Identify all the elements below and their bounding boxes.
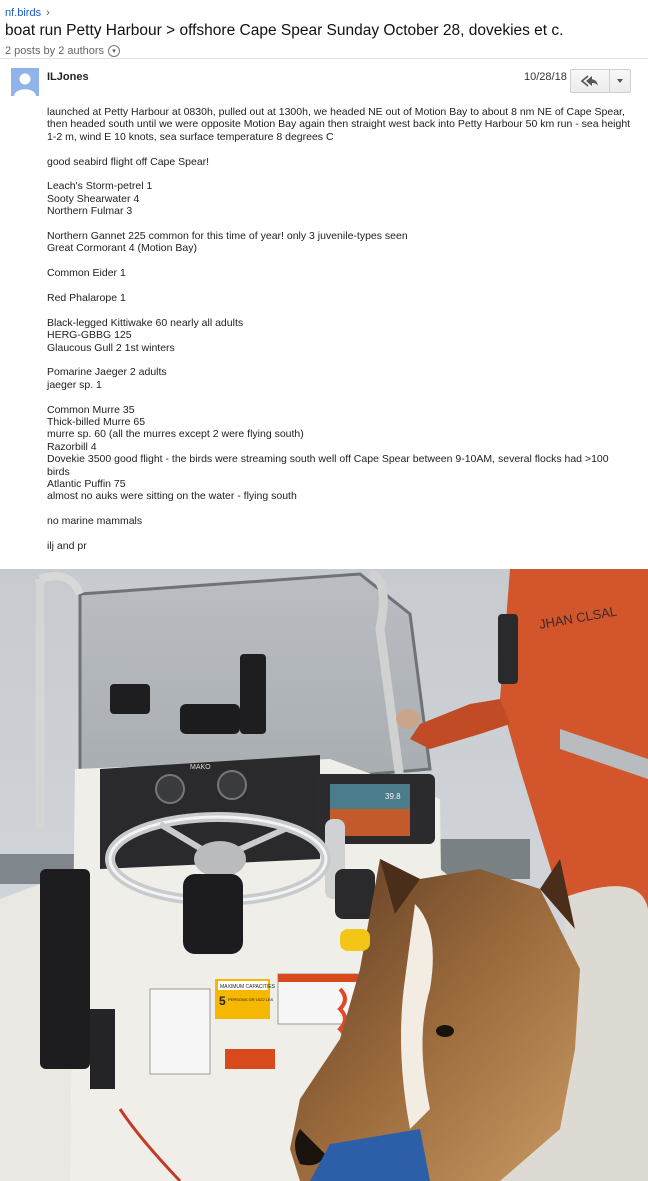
post-photo: [0, 569, 648, 1181]
post-date: 10/28/18: [524, 71, 567, 83]
post-body-line: good seabird flight off Cape Spear!: [47, 155, 210, 168]
user-silhouette-icon: [11, 68, 39, 96]
plotter-reading-text: 39.8: [385, 792, 401, 801]
thread-header: [5, 6, 645, 58]
paragraph-spacer: [47, 218, 632, 230]
post-author[interactable]: ILJones: [47, 71, 89, 83]
reply-all-button[interactable]: [570, 69, 610, 93]
jacket-text: JHAN CLSAL: [537, 603, 619, 632]
capacity-persons-count: 5: [219, 994, 226, 1008]
post-body-line: no marine mammals: [47, 515, 143, 528]
post-body-line: Atlantic Puffin 75: [47, 478, 126, 491]
capacity-persons-text: PERSONS OR 1022 LBS: [228, 997, 274, 1002]
post-body-line: Great Cormorant 4 (Motion Bay): [47, 242, 197, 255]
post-body-line: Thick-billed Murre 65: [47, 416, 146, 429]
thread-meta: [5, 44, 645, 58]
paragraph-spacer: [47, 528, 632, 540]
paragraph-spacer: [47, 354, 632, 366]
post-body-line: Razorbill 4: [47, 440, 97, 453]
post-body-line: jaeger sp. 1: [47, 378, 102, 391]
post-body-line: Glaucous Gull 2 1st winters: [47, 341, 175, 354]
paragraph-spacer: [47, 304, 632, 316]
post-body-line: HERG-GBBG 125: [47, 329, 132, 342]
paragraph-spacer: [47, 143, 632, 155]
expand-chevron-icon[interactable]: ▾: [108, 45, 120, 57]
post-body-line: Northern Fulmar 3: [47, 205, 133, 218]
more-options-button[interactable]: [610, 69, 631, 93]
dropdown-arrow-icon: [617, 79, 623, 83]
post-body-line: ilj and pr: [47, 540, 87, 553]
thread-post-count: 2 posts by 2 authors: [5, 45, 105, 57]
post-body-line: Dovekie 3500 good flight - the birds were streaming south well off Cape Spear between 9-10AM, several flocks had >100 birds: [47, 453, 609, 478]
thread-title: boat run Petty Harbour > offshore Cape Spear Sunday October 28, dovekies et c.: [5, 22, 564, 39]
paragraph-spacer: [47, 391, 632, 403]
post-body-line: Northern Gannet 225 common for this time of year! only 3 juvenile-types seen: [47, 230, 408, 243]
paragraph-spacer: [47, 280, 632, 292]
paragraph-spacer: [47, 503, 632, 515]
reply-all-icon: [581, 75, 599, 87]
avatar[interactable]: [11, 68, 39, 96]
post-body-line: Red Phalarope 1: [47, 292, 126, 305]
post-body-line: Black-legged Kittiwake 60 nearly all adults: [47, 316, 244, 329]
capacity-sticker-title: MAXIMUM CAPACITIES: [220, 984, 275, 990]
header-divider: [0, 58, 648, 59]
post-body-line: Common Eider 1: [47, 267, 126, 280]
post-body-line: Sooty Shearwater 4: [47, 192, 140, 205]
post-body-line: launched at Petty Harbour at 0830h, pulled out at 1300h, we headed NE out of Motion Bay to about 8 nm NE of Cape Spear, then headed south until we were opposite Motion Bay again then straight west back into Petty Harbour 50 km run - sea height 1-2 m, wind E 10 knots, sea surface temperature 8 degrees C: [47, 106, 631, 143]
breadcrumb-separator: ›: [46, 7, 50, 19]
console-brand-text: MAKO: [190, 764, 211, 771]
paragraph-spacer: [47, 168, 632, 180]
post-body: [47, 106, 632, 552]
paragraph-spacer: [47, 255, 632, 267]
post-body-line: murre sp. 60 (all the murres except 2 were flying south): [47, 428, 304, 441]
post-body-line: Pomarine Jaeger 2 adults: [47, 366, 167, 379]
post-body-line: Common Murre 35: [47, 403, 135, 416]
boat-console-dog-image: [0, 569, 648, 1181]
breadcrumb-group-link[interactable]: nf.birds: [5, 7, 42, 19]
breadcrumb: [5, 6, 645, 20]
post-body-line: almost no auks were sitting on the water - flying south: [47, 490, 297, 503]
post-body-line: Leach's Storm-petrel 1: [47, 180, 153, 193]
